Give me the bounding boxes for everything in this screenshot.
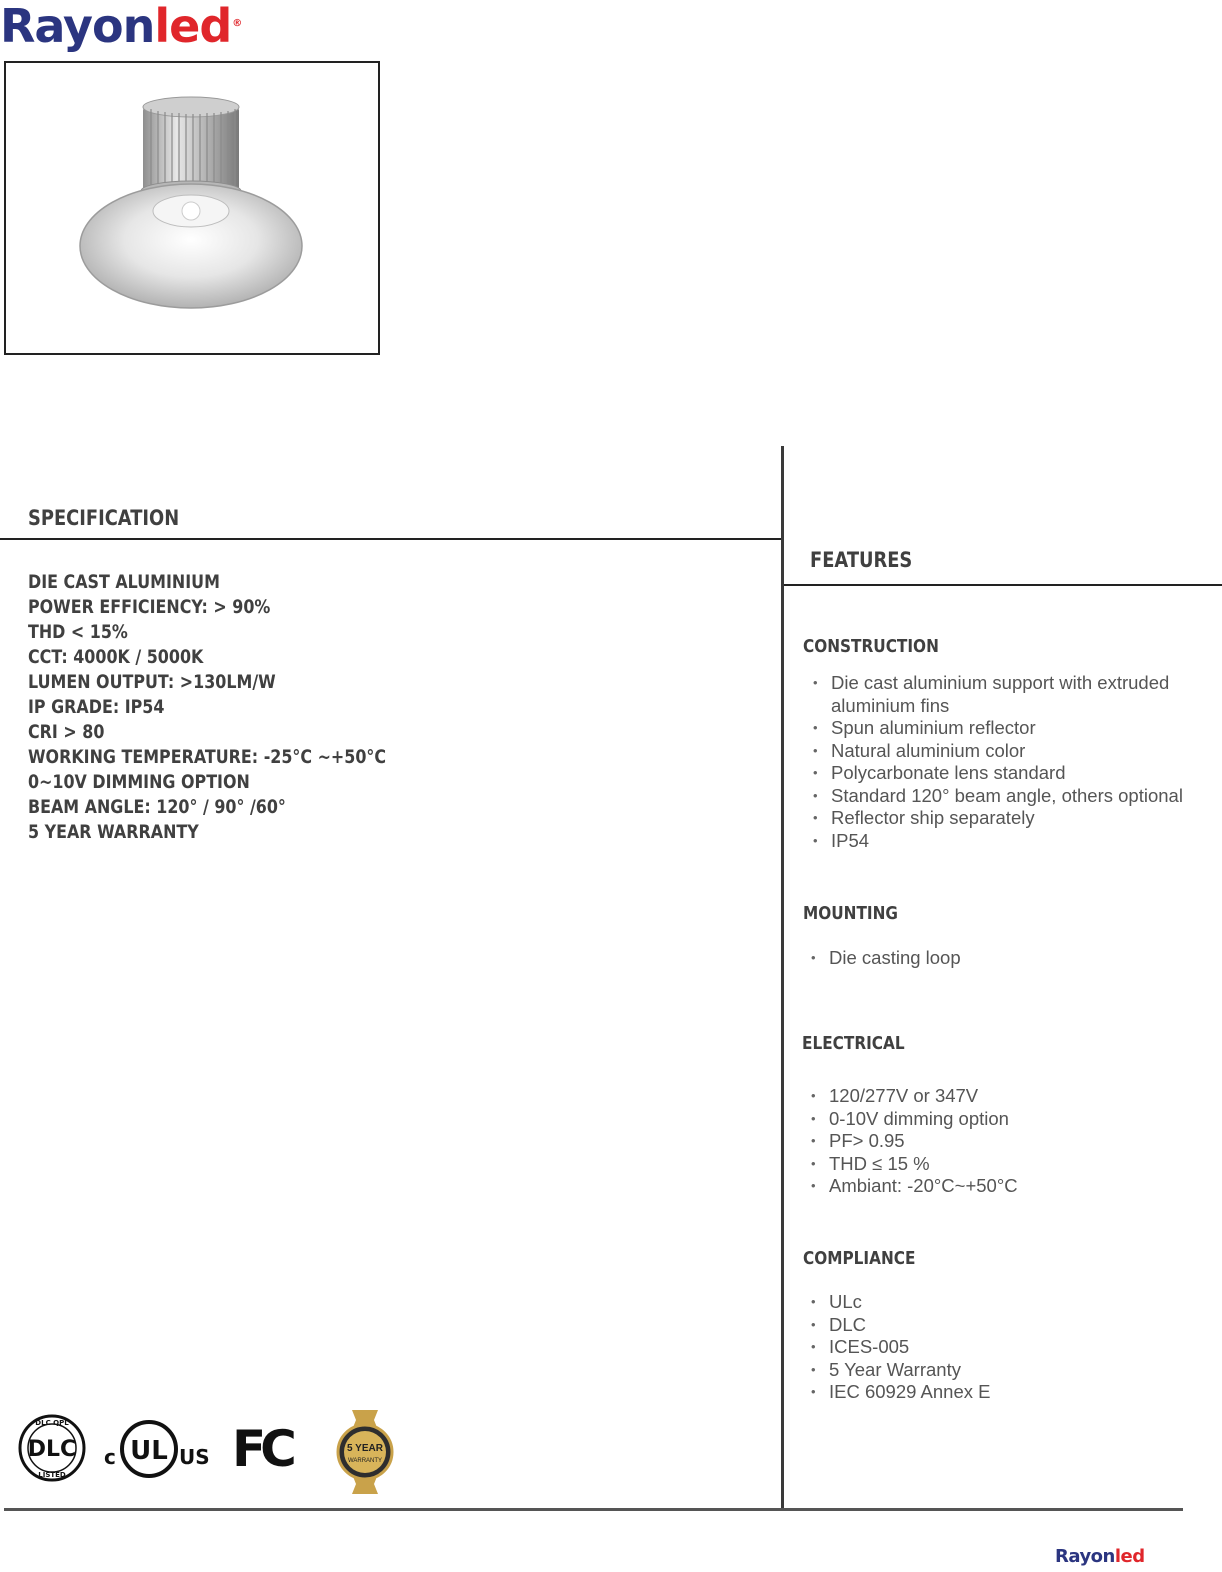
construction-list <box>805 672 1205 852</box>
spec-item: 0~10V DIMMING OPTION <box>28 772 250 793</box>
spec-item: POWER EFFICIENCY: > 90% <box>28 597 271 618</box>
brand-name-part1: Rayon <box>0 0 155 53</box>
electrical-item: • THD ≤ 15 % <box>803 1153 1203 1176</box>
mounting-list <box>803 947 1203 970</box>
electrical-item: • 120/277V or 347V <box>803 1085 1203 1108</box>
column-divider <box>781 446 784 1511</box>
mounting-title: MOUNTING <box>803 903 898 924</box>
compliance-item: • DLC <box>803 1314 1203 1337</box>
cul-us-logo <box>102 1418 210 1485</box>
features-title: FEATURES <box>810 548 913 572</box>
compliance-item: • IEC 60929 Annex E <box>803 1381 1203 1404</box>
footer-brand-logo <box>1055 1546 1145 1567</box>
compliance-item: • 5 Year Warranty <box>803 1359 1203 1382</box>
dlc-qpl-logo <box>18 1414 86 1487</box>
compliance-list <box>803 1291 1203 1404</box>
spec-item: 5 YEAR WARRANTY <box>28 822 199 843</box>
electrical-list <box>803 1085 1203 1198</box>
construction-item: • Die cast aluminium support with extruded aluminium fins <box>805 672 1205 717</box>
ul-mark: UL <box>130 1436 168 1466</box>
dlc-ring-bottom: LISTED <box>38 1471 66 1479</box>
fcc-mark: FC <box>232 1420 291 1478</box>
spec-item: WORKING TEMPERATURE: -25°C ~+50°C <box>28 747 387 768</box>
construction-item: • Polycarbonate lens standard <box>805 762 1205 785</box>
spec-item: BEAM ANGLE: 120° / 90° /60° <box>28 797 286 818</box>
dlc-ring-top: DLC QPL <box>35 1419 69 1427</box>
electrical-title: ELECTRICAL <box>802 1033 905 1054</box>
compliance-item: • ICES-005 <box>803 1336 1203 1359</box>
warranty-badge <box>334 1410 396 1499</box>
mounting-item: • Die casting loop <box>803 947 1203 970</box>
construction-item: • Standard 120° beam angle, others optional <box>805 785 1205 808</box>
specification-rule <box>0 538 781 540</box>
product-photo-frame <box>4 61 380 355</box>
construction-item: • IP54 <box>805 830 1205 853</box>
compliance-title: COMPLIANCE <box>803 1248 916 1269</box>
features-rule <box>784 584 1222 586</box>
footer-brand-part2: led <box>1114 1546 1145 1567</box>
construction-title: CONSTRUCTION <box>803 636 939 657</box>
dlc-letters: DLC <box>27 1437 77 1462</box>
warranty-big-text: 5 YEAR <box>347 1443 383 1454</box>
compliance-item: • ULc <box>803 1291 1203 1314</box>
specification-list <box>28 570 444 845</box>
spec-item: DIE CAST ALUMINIUM <box>28 572 220 593</box>
construction-item: • Natural aluminium color <box>805 740 1205 763</box>
brand-name-part2: led <box>154 0 232 53</box>
ul-prefix: c <box>104 1445 116 1469</box>
spec-item: IP GRADE: IP54 <box>28 697 165 718</box>
electrical-item: • PF> 0.95 <box>803 1130 1203 1153</box>
fcc-logo <box>232 1420 304 1477</box>
ul-suffix: US <box>179 1445 210 1469</box>
specification-title: SPECIFICATION <box>28 506 180 530</box>
registered-mark: ® <box>232 18 242 29</box>
construction-item: • Reflector ship separately <box>805 807 1205 830</box>
electrical-item: • 0-10V dimming option <box>803 1108 1203 1131</box>
high-bay-light-image <box>6 63 378 353</box>
construction-item: • Spun aluminium reflector <box>805 717 1205 740</box>
warranty-small-text: WARRANTY <box>347 1458 383 1464</box>
footer-rule <box>4 1508 1183 1511</box>
spec-item: CCT: 4000K / 5000K <box>28 647 204 668</box>
spec-item: THD < 15% <box>28 622 128 643</box>
brand-logo <box>0 0 241 56</box>
spec-item: LUMEN OUTPUT: >130LM/W <box>28 672 276 693</box>
footer-brand-part1: Rayon <box>1055 1546 1115 1567</box>
spec-item: CRI > 80 <box>28 722 105 743</box>
electrical-item: • Ambiant: -20°C~+50°C <box>803 1175 1203 1198</box>
